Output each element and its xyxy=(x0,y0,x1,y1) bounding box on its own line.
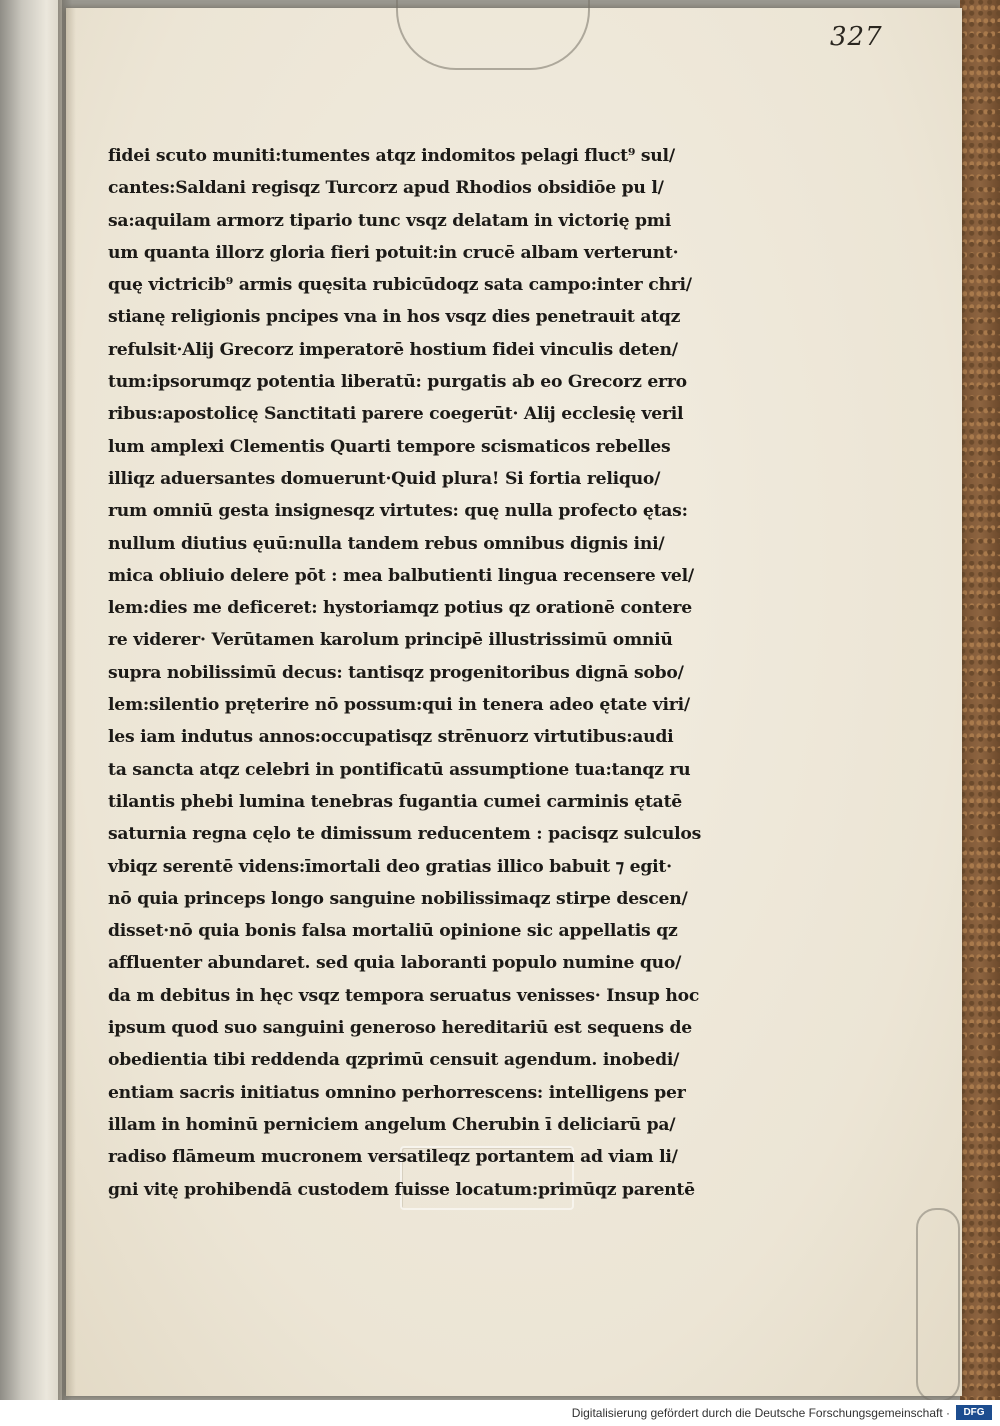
clip-impression-top xyxy=(396,0,590,70)
text-line: illam in hominū perniciem angelum Cherubin ī deliciarū pa/ xyxy=(108,1114,676,1135)
text-line: refulsit·Alij Grecorz imperatorē hostium fidei vinculis deten/ xyxy=(108,339,678,360)
text-line: quę victricib⁹ armis quęsita rubicūdoqz sata campo:inter chri/ xyxy=(108,275,692,296)
text-line: tum:ipsorumqz potentia liberatū: purgatis ab eo Grecorz erro xyxy=(108,372,687,393)
facing-page-edge xyxy=(0,0,62,1400)
text-line: cantes:Saldani regisqz Turcorz apud Rhodios obsidiōe pu l/ xyxy=(108,178,664,199)
text-line: gni vitę prohibendā custodem fuisse locatum:primūqz parentē xyxy=(108,1179,695,1200)
text-line: ipsum quod suo sanguini generoso hereditariū est sequens de xyxy=(108,1018,692,1039)
text-block xyxy=(108,140,748,1206)
text-line: da m debitus in hęc vsqz tempora seruatus venisses· Insup hoc xyxy=(108,985,700,1006)
text-line: re viderer· Verūtamen karolum principē illustrissimū omniū xyxy=(108,630,673,651)
text-line: vbiqz serentē videns:īmortali deo gratias illico babuit ⁊ egit· xyxy=(108,856,672,877)
text-line: radiso flāmeum mucronem versatileqz portantem ad viam li/ xyxy=(108,1147,678,1168)
text-line: stianę religionis pncipes vna in hos vsqz dies penetrauit atqz xyxy=(108,307,681,328)
text-line: obedientia tibi reddenda qzprimū censuit agendum. inobedi/ xyxy=(108,1050,680,1071)
text-line: saturnia regna cęlo te dimissum reducentem : pacisqz sulculos xyxy=(108,824,702,845)
text-line: ta sancta atqz celebri in pontificatū assumptione tua:tanqz ru xyxy=(108,759,691,780)
footer-bar xyxy=(0,1400,1000,1426)
fold-crease xyxy=(66,8,76,1396)
clip-impression-bottom xyxy=(916,1208,960,1402)
text-line: fidei scuto muniti:tumentes atqz indomitos pelagi fluct⁹ sul/ xyxy=(108,146,675,166)
text-line: illiqz aduersantes domuerunt·Quid plura! Si fortia reliquo/ xyxy=(108,468,661,489)
dfg-logo: DFG xyxy=(956,1405,992,1420)
text-line: lum amplexi Clementis Quarti tempore scismaticos rebelles xyxy=(108,436,671,457)
text-line: disset·nō quia bonis falsa mortaliū opinione sic appellatis qz xyxy=(108,921,678,942)
text-line: rum omniū gesta insignesqz virtutes: quę nulla profecto ętas: xyxy=(108,501,688,522)
text-line: ribus:apostolicę Sanctitati parere coegerūt· Alij ecclesię veril xyxy=(108,404,684,425)
text-line: sa:aquilam armorz tipario tunc vsqz delatam in victorię pmi xyxy=(108,210,672,231)
binding-board xyxy=(960,0,1000,1400)
folio-number: 327 xyxy=(830,22,883,52)
text-line: nullum diutius ęuū:nulla tandem rebus omnibus dignis ini/ xyxy=(108,533,665,554)
footer-credit: Digitalisierung gefördert durch die Deutsche Forschungsgemeinschaft · xyxy=(571,1406,950,1420)
text-line: lem:silentio pręterire nō possum:qui in tenera adeo ętate viri/ xyxy=(108,695,690,716)
text-line: mica obliuio delere pōt : mea balbutienti lingua recensere vel/ xyxy=(108,565,694,586)
text-line: les iam indutus annos:occupatisqz strēnuorz virtutibus:audi xyxy=(108,727,674,748)
text-line: affluenter abundaret. sed quia laboranti populo numine quo/ xyxy=(108,953,682,974)
text-line: entiam sacris initiatus omnino perhorrescens: intelligens per xyxy=(108,1082,686,1103)
text-line: lem:dies me deficeret: hystoriamqz potius qz orationē contere xyxy=(108,598,692,619)
text-line: nō quia princeps longo sanguine nobilissimaqz stirpe descen/ xyxy=(108,888,688,909)
text-line: supra nobilissimū decus: tantisqz progenitoribus dignā sobo/ xyxy=(108,662,684,683)
text-line: um quanta illorz gloria fieri potuit:in crucē albam verterunt· xyxy=(108,242,679,263)
text-line: tilantis phebi lumina tenebras fugantia cumei carminis ętatē xyxy=(108,791,682,812)
